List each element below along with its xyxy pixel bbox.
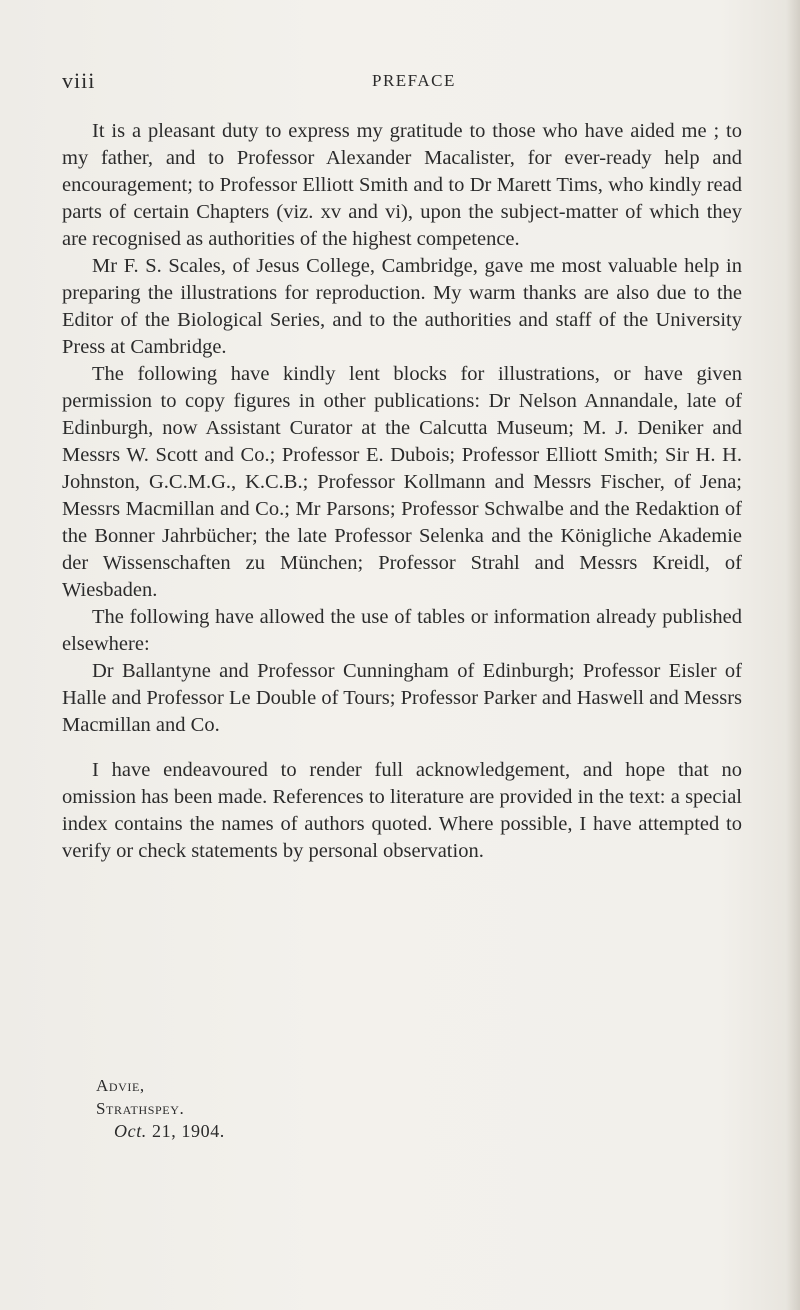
- preface-body: [62, 118, 742, 865]
- page-edge-shadow: [786, 0, 800, 1310]
- signature-date-month: Oct.: [114, 1121, 147, 1141]
- signature-place: Advie,: [96, 1076, 145, 1095]
- paragraph-acknowledgement: I have endeavoured to render full acknowledgement, and hope that no omission has been made. References to literature are provided in the text: a special index contains the names of authors quoted. Where possible, I have attempted to verify or check statements by personal observation.: [62, 759, 742, 862]
- paragraph-blocks: The following have kindly lent blocks for illustrations, or have given permission to copy figures in other publications: Dr Nelson Annandale, late of Edinburgh, now Assistant Curator at the Calcutta Museum; M. J. Deniker and Messrs W. Scott and Co.; Professor E. Dubois; Professor Elliott Smith; Sir H. H. Johnston, G.C.M.G., K.C.B.; Professor Kollmann and Messrs Fischer, of Jena; Messrs Macmillan and Co.; Mr Parsons; Professor Schwalbe and the Redaktion of the Bonner Jahrbücher; the late Professor Selenka and the Königliche Akademie der Wissenschaften zu München; Professor Strahl and Messrs Kreidl, of Wiesbaden.: [62, 363, 742, 601]
- page-number: viii: [62, 68, 96, 93]
- signature-block: [96, 1074, 225, 1143]
- page-header: [62, 68, 738, 98]
- running-head: PREFACE: [372, 71, 456, 90]
- signature-date: [114, 1120, 225, 1143]
- paragraph-gratitude: It is a pleasant duty to express my gratitude to those who have aided me ; to my father, and to Professor Alexander Macalister, for ever-ready help and encouragement; to Professor Elliott Smith and to Dr Marett Tims, who kindly read parts of certain Chapters (viz. xv and vi), upon the subject-matter of which they are recognised as authorities of the highest competence.: [62, 120, 742, 250]
- paragraph-tables-intro: The following have allowed the use of tables or information already published elsewhere:: [62, 606, 742, 655]
- paragraph-scales: Mr F. S. Scales, of Jesus College, Cambridge, gave me most valuable help in preparing the illustrations for reproduction. My warm thanks are also due to the Editor of the Biological Series, and to the authorities and staff of the University Press at Cambridge.: [62, 255, 742, 358]
- paragraph-tables-list: Dr Ballantyne and Professor Cunningham of Edinburgh; Professor Eisler of Halle and Professor Le Double of Tours; Professor Parker and Haswell and Messrs Macmillan and Co.: [62, 660, 742, 736]
- signature-region: Strathspey.: [96, 1099, 185, 1118]
- signature-date-rest: 21, 1904.: [146, 1121, 225, 1141]
